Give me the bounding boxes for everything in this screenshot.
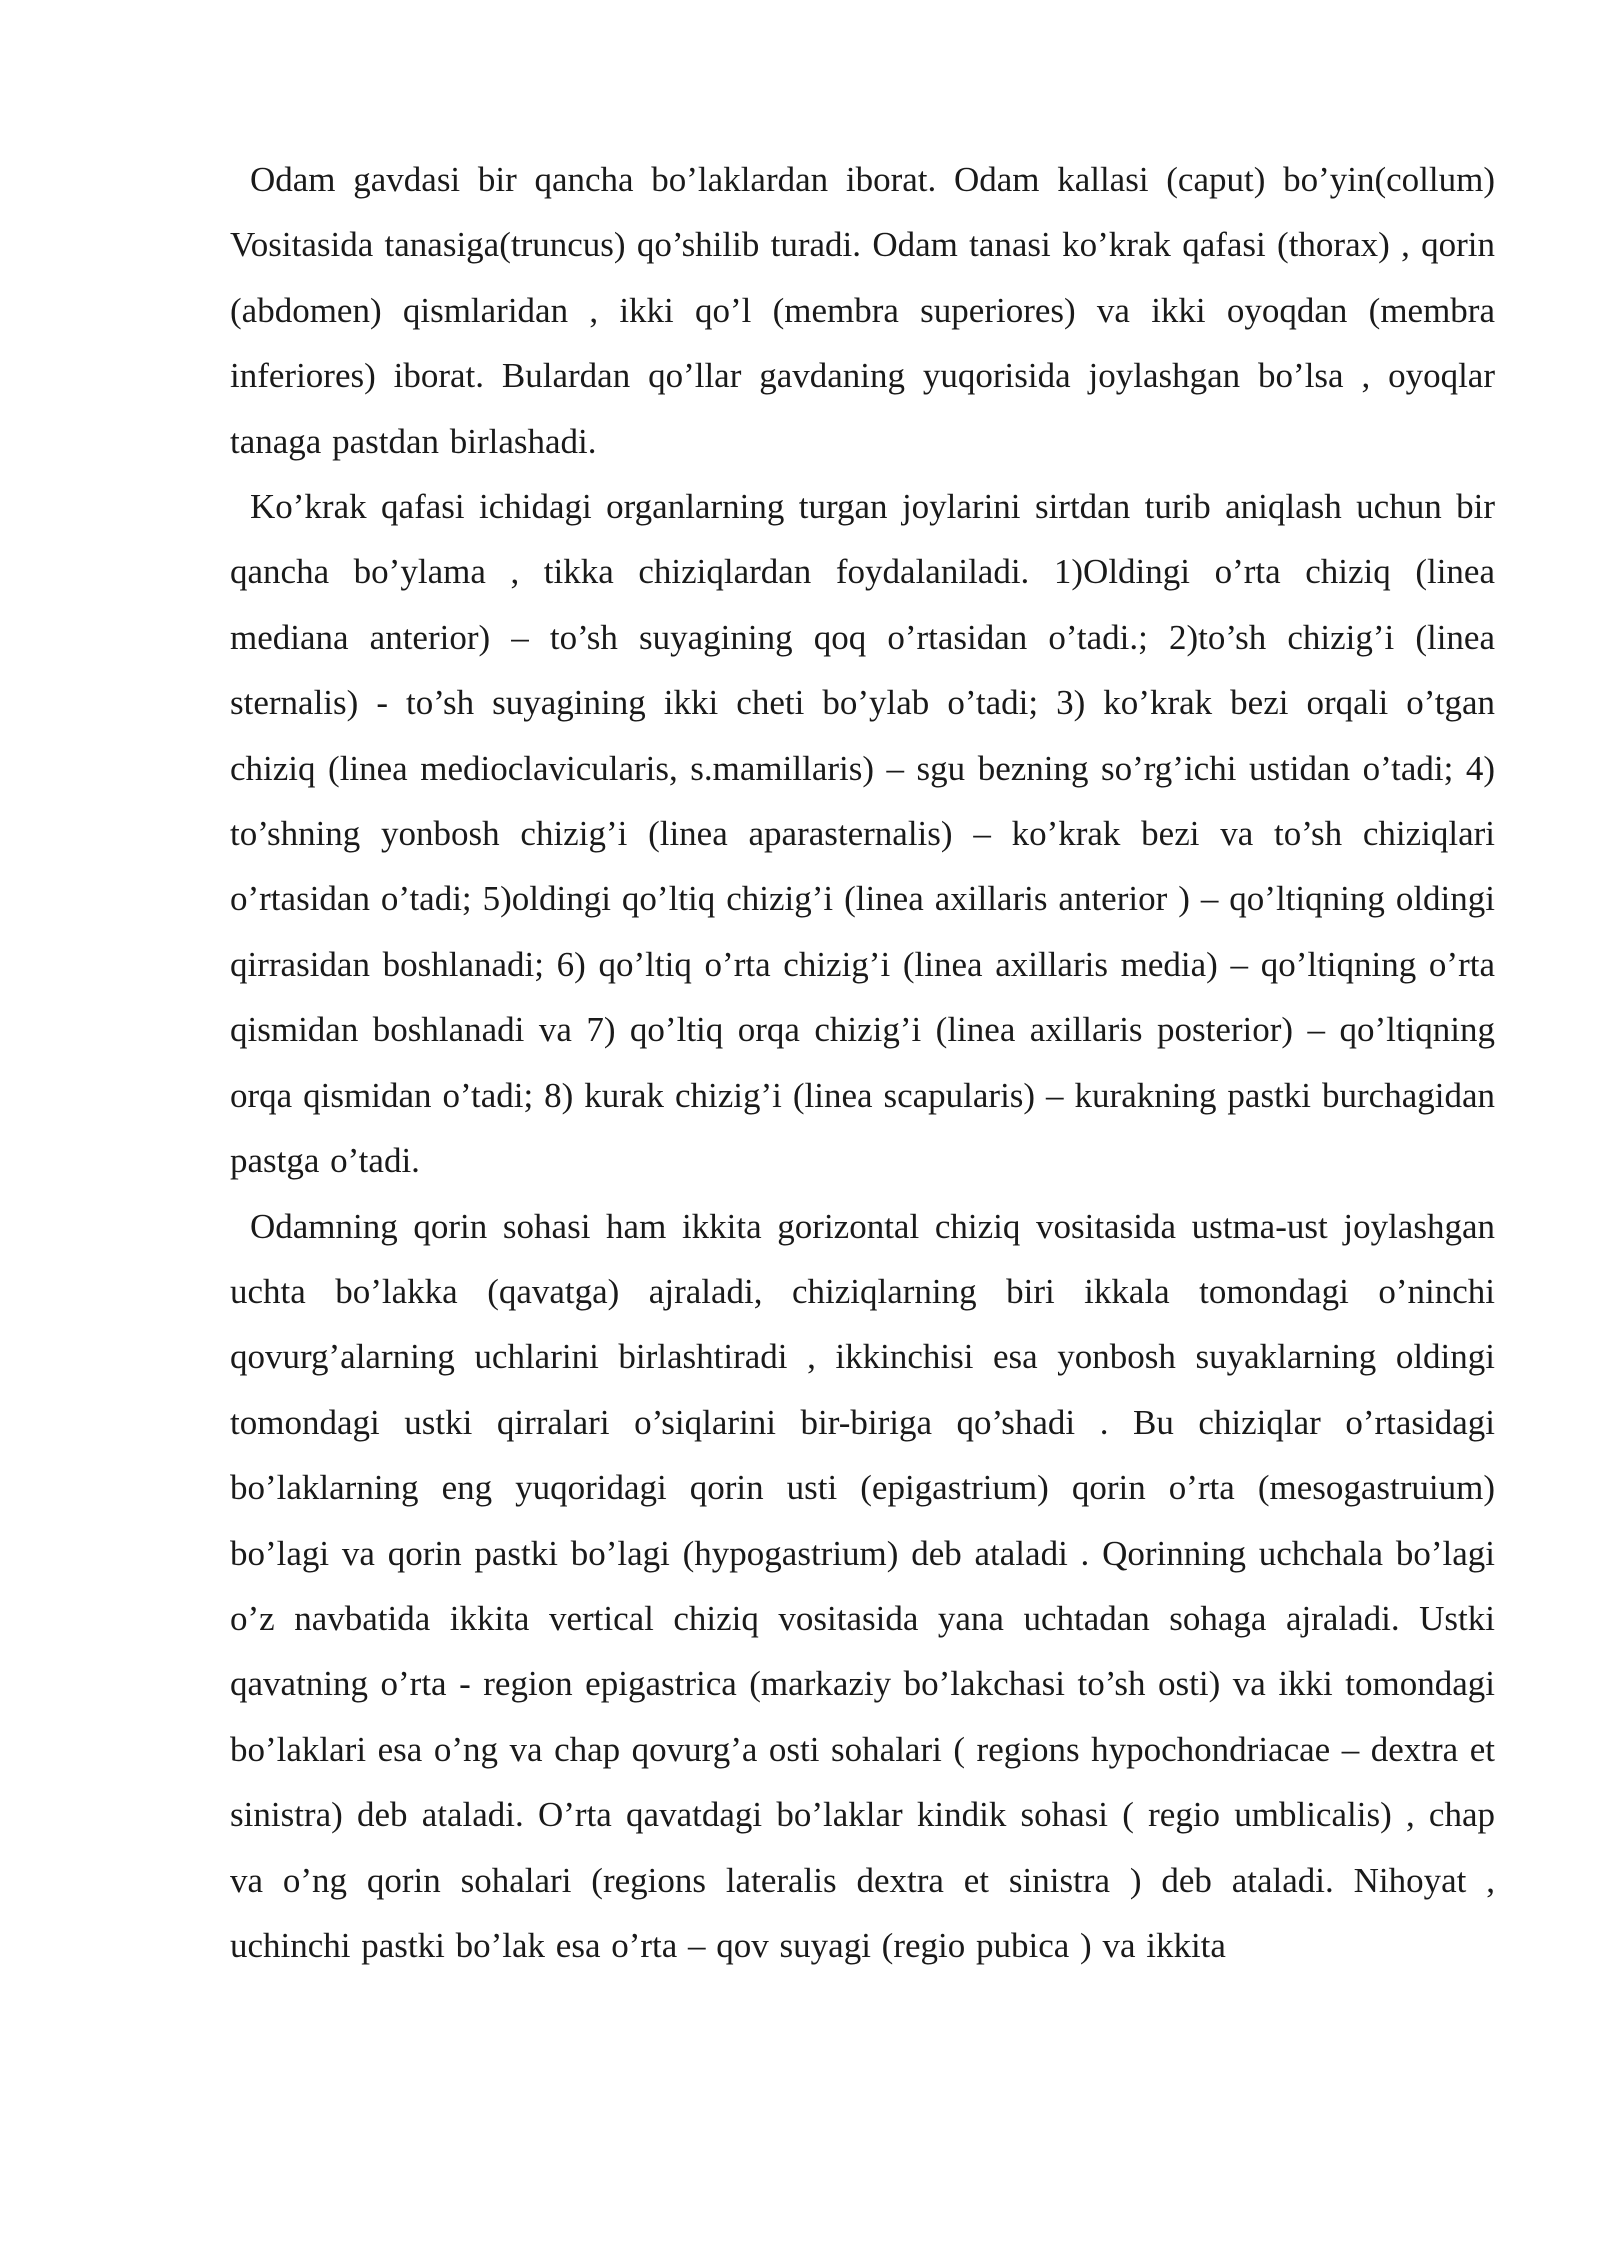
- paragraph-abdomen-regions: Odamning qorin sohasi ham ikkita gorizontal chiziq vositasida ustma-ust joylashgan uchta bo’lakka (qavatga) ajraladi, chiziqlarning biri ikkala tomondagi o’ninchi qovurg’alarning uchlarini birlashtiradi , ikkinchisi esa yonbosh suyaklarning oldingi tomondagi ustki qirralari o’siqlarini bir-biriga qo’shadi . Bu chiziqlar o’rtasidagi bo’laklarning eng yuqoridagi qorin usti (epigastrium) qorin o’rta (mesogastruium) bo’lagi va qorin pastki bo’lagi (hypogastrium) deb ataladi . Qorinning uchchala bo’lagi o’z navbatida ikkita vertical chiziq vositasida yana uchtadan sohaga ajraladi. Ustki qavatning o’rta - region epigastrica (markaziy bo’lakchasi to’sh osti) va ikki tomondagi bo’laklari esa o’ng va chap qovurg’a osti sohalari ( regions hypochondriacae – dextra et sinistra) deb ataladi. O’rta qavatdagi bo’laklar kindik sohasi ( regio umblicalis) , chap va o’ng qorin sohalari (regions lateralis dextra et sinistra ) deb ataladi. Nihoyat , uchinchi pastki bo’lak esa o’rta – qov suyagi (regio pubica ) va ikkita: [230, 1206, 1495, 1965]
- paragraph-chest-lines: Ko’krak qafasi ichidagi organlarning turgan joylarini sirtdan turib aniqlash uchun bir qancha bo’ylama , tikka chiziqlardan foydalaniladi. 1)Oldingi o’rta chiziq (linea mediana anterior) – to’sh suyagining qoq o’rtasidan o’tadi.; 2)to’sh chizig’i (linea sternalis) - to’sh suyagining ikki cheti bo’ylab o’tadi; 3) ko’krak bezi orqali o’tgan chiziq (linea medioclavicularis, s.mamillaris) – sgu bezning so’rg’ichi ustidan o’tadi; 4) to’shning yonbosh chizig’i (linea aparasternalis) – ko’krak bezi va to’sh chiziqlari o’rtasidan o’tadi; 5)oldingi qo’ltiq chizig’i (linea axillaris anterior ) – qo’ltiqning oldingi qirrasidan boshlanadi; 6) qo’ltiq o’rta chizig’i (linea axillaris media) – qo’ltiqning o’rta qismidan boshlanadi va 7) qo’ltiq orqa chizig’i (linea axillaris posterior) – qo’ltiqning orqa qismidan o’tadi; 8) kurak chizig’i (linea scapularis) – kurakning pastki burchagidan pastga o’tadi.: [230, 487, 1495, 1181]
- document-body: [230, 147, 1495, 1978]
- paragraph-body-parts: Odam gavdasi bir qancha bo’laklardan iborat. Odam kallasi (caput) bo’yin(collum) Vositasida tanasiga(truncus) qo’shilib turadi. Odam tanasi ko’krak qafasi (thorax) , qorin (abdomen) qismlaridan , ikki qo’l (membra superiores) va ikki oyoqdan (membra inferiores) iborat. Bulardan qo’llar gavdaning yuqorisida joylashgan bo’lsa , oyoqlar tanaga pastdan birlashadi.: [230, 160, 1495, 461]
